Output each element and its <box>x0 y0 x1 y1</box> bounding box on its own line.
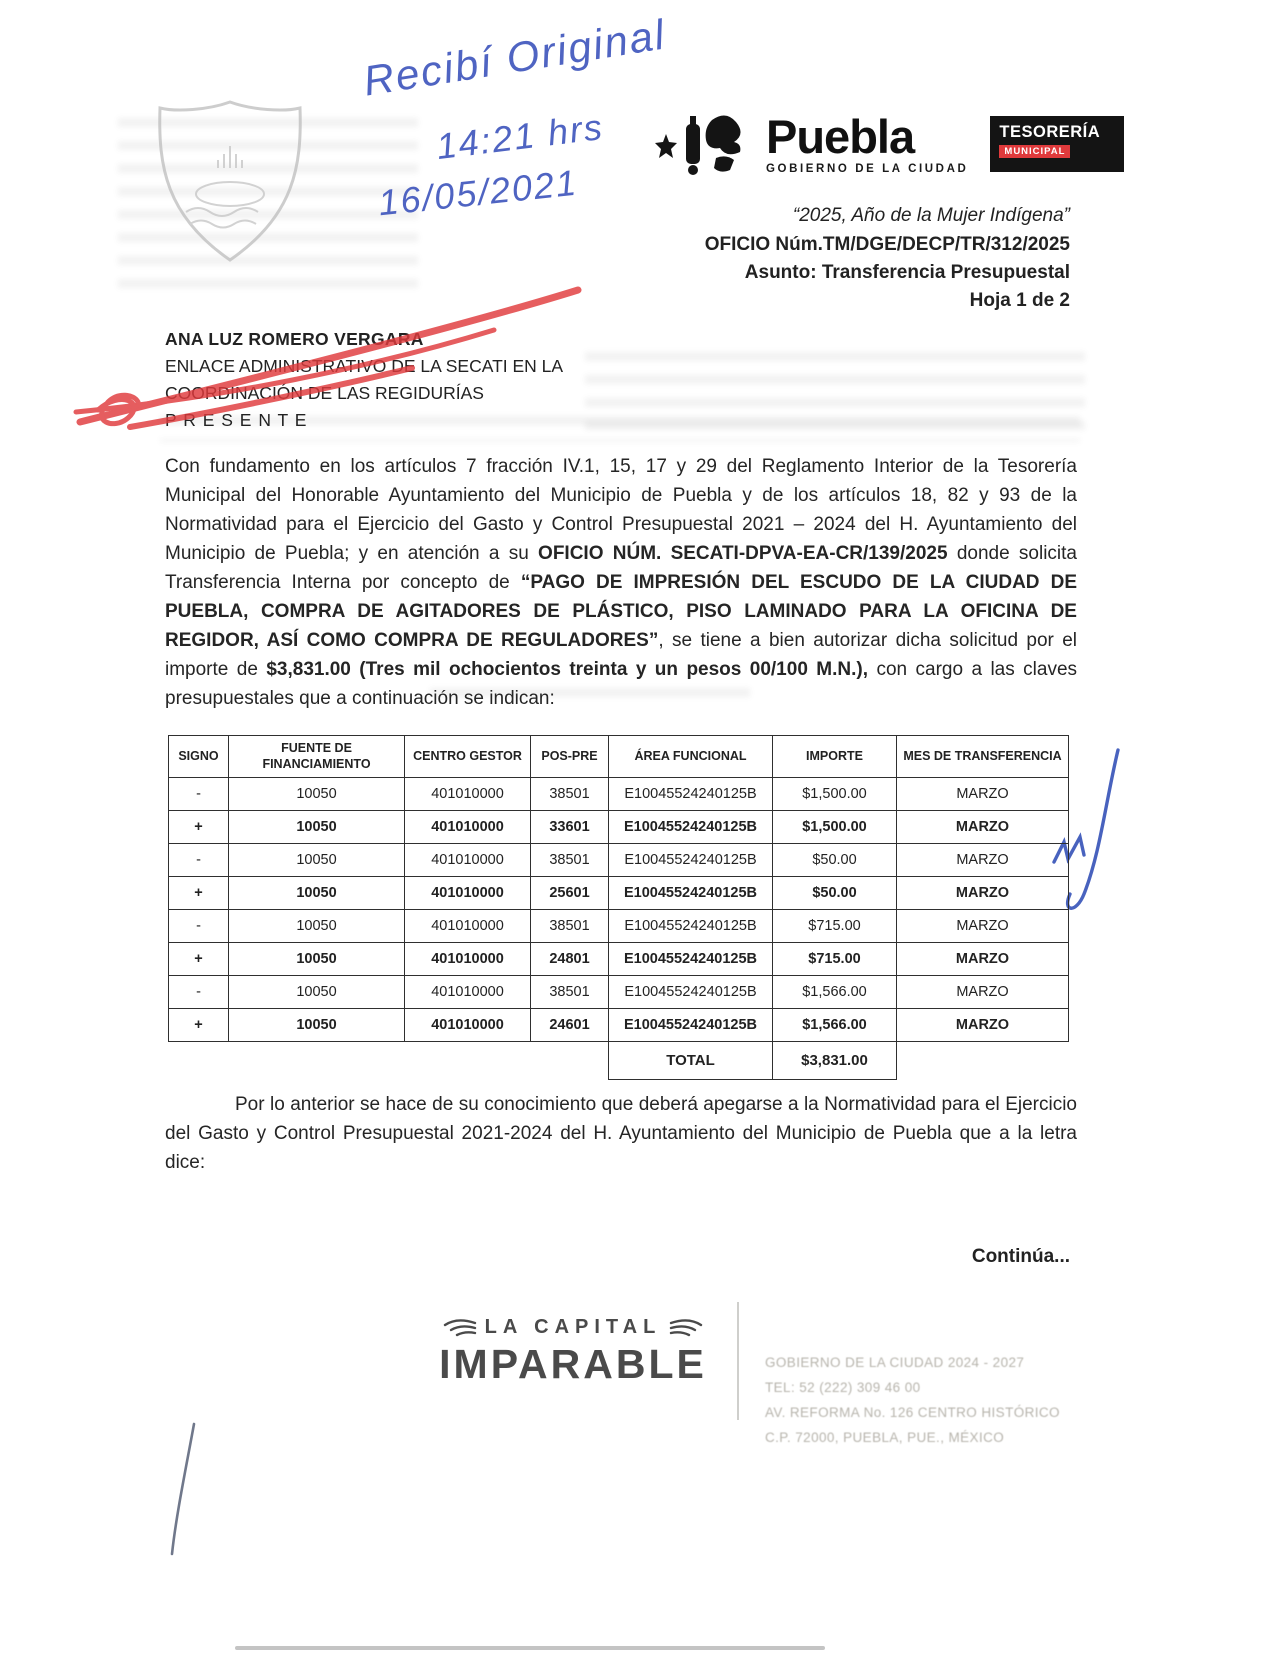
puebla-brand-block <box>652 106 1124 182</box>
cell-fuente: 10050 <box>229 976 405 1009</box>
capital-logo-line2: IMPARABLE <box>439 1341 707 1387</box>
table-row <box>169 811 1069 844</box>
continua-label: Continúa... <box>971 1246 1070 1267</box>
p1-text: con cargo a las claves presupuestales que a continuación se indican: <box>165 659 1078 709</box>
cell-importe: $715.00 <box>773 943 897 976</box>
handwritten-note-line1: Recibí Original <box>360 10 670 105</box>
cell-area: E10045524240125B <box>609 910 773 943</box>
total-row-spacer <box>897 1042 1069 1080</box>
pen-stroke-artifact <box>160 1420 210 1560</box>
footer-address-line: GOBIERNO DE LA CIUDAD 2024 - 2027 <box>765 1355 1025 1370</box>
cell-fuente: 10050 <box>229 910 405 943</box>
municipal-shield-logo <box>146 94 314 266</box>
cell-mes: MARZO <box>897 778 1069 811</box>
table-row <box>169 910 1069 943</box>
cell-importe: $50.00 <box>773 844 897 877</box>
cell-signo: - <box>169 844 229 877</box>
cell-signo: - <box>169 910 229 943</box>
p1-text: donde solicita Transferencia Interna por concepto de <box>165 543 1077 593</box>
cell-mes: MARZO <box>897 877 1069 910</box>
col-header-area-funcional: ÁREA FUNCIONAL <box>609 736 773 778</box>
cell-importe: $715.00 <box>773 910 897 943</box>
tesoreria-badge <box>990 116 1124 172</box>
total-label: TOTAL <box>609 1042 773 1080</box>
body-paragraph-1 <box>165 452 1077 713</box>
cell-mes: MARZO <box>897 910 1069 943</box>
puebla-wordmark-subtitle: GOBIERNO DE LA CIUDAD <box>766 163 969 175</box>
col-header-importe: IMPORTE <box>773 736 897 778</box>
cell-centro: 401010000 <box>405 778 531 811</box>
cell-area: E10045524240125B <box>609 811 773 844</box>
cell-area: E10045524240125B <box>609 778 773 811</box>
cell-signo: - <box>169 778 229 811</box>
cell-mes: MARZO <box>897 976 1069 1009</box>
cell-importe: $1,566.00 <box>773 976 897 1009</box>
cell-pospre: 38501 <box>531 778 609 811</box>
scan-artifact <box>585 352 1085 442</box>
letter-header-block <box>470 205 1070 318</box>
cell-signo: + <box>169 877 229 910</box>
col-header-mes: MES DE TRANSFERENCIA <box>897 736 1069 778</box>
cell-pospre: 38501 <box>531 976 609 1009</box>
addressee-role-line2: COORDINACIÓN DE LAS REGIDURÍAS <box>165 383 484 403</box>
cell-fuente: 10050 <box>229 811 405 844</box>
cell-centro: 401010000 <box>405 877 531 910</box>
table-row <box>169 943 1069 976</box>
cell-fuente: 10050 <box>229 778 405 811</box>
puebla-logo-marks-icon <box>652 106 756 182</box>
cell-importe: $1,500.00 <box>773 778 897 811</box>
page-indicator: Hoja 1 de 2 <box>969 290 1070 311</box>
cell-pospre: 33601 <box>531 811 609 844</box>
tesoreria-badge-title: TESORERÍA <box>999 123 1101 141</box>
year-motto: “2025, Año de la Mujer Indígena” <box>792 205 1070 226</box>
table-row <box>169 844 1069 877</box>
puebla-wordmark: Puebla <box>766 110 915 163</box>
body-paragraph-2: Por lo anterior se hace de su conocimiento que deberá apegarse a la Normatividad para el Ejercicio del Gasto y Control Presupuestal 2021-2024 del H. Ayuntamiento del Municipio de Puebla que a la letra dice: <box>165 1094 1077 1173</box>
cell-centro: 401010000 <box>405 844 531 877</box>
capital-logo-line1: LA CAPITAL <box>484 1316 662 1338</box>
p1-text: Con fundamento en los artículos 7 fracción IV.1, 15, 17 y 29 del Reglamento Interior de la Tesorería Municipal del Honorable Ayuntamiento del Municipio de Puebla y de los artículos 18, 82 y 93 de la Normatividad para el Ejercicio del Gasto y Control Presupuestal 2021 – 2024 del H. Ayuntamiento del Municipio de Puebla; y en atención a su <box>165 456 1077 564</box>
cell-mes: MARZO <box>897 1009 1069 1042</box>
cell-centro: 401010000 <box>405 976 531 1009</box>
total-row-spacer <box>169 1042 609 1080</box>
p1-oficio-ref: OFICIO NÚM. SECATI-DPVA-EA-CR/139/2025 <box>538 543 948 564</box>
addressee-presente: P R E S E N T E <box>165 410 308 430</box>
capital-imparable-logo <box>418 1316 728 1388</box>
p1-amount: $3,831.00 (Tres mil ochocientos treinta y un pesos 00/100 M.N.), <box>266 659 869 680</box>
table-row <box>169 976 1069 1009</box>
cell-fuente: 10050 <box>229 844 405 877</box>
cell-mes: MARZO <box>897 844 1069 877</box>
cell-area: E10045524240125B <box>609 976 773 1009</box>
cell-pospre: 24801 <box>531 943 609 976</box>
table-row <box>169 1009 1069 1042</box>
table-row <box>169 877 1069 910</box>
total-value: $3,831.00 <box>773 1042 897 1080</box>
cell-area: E10045524240125B <box>609 943 773 976</box>
table-header-row <box>169 736 1069 778</box>
addressee-name: ANA LUZ ROMERO VERGARA <box>165 329 424 349</box>
cell-fuente: 10050 <box>229 1009 405 1042</box>
handwritten-note-line3: 16/05/2021 <box>376 161 580 224</box>
cell-signo: + <box>169 811 229 844</box>
cell-fuente: 10050 <box>229 943 405 976</box>
handwritten-note-line2: 14:21 hrs <box>434 105 606 168</box>
table-row <box>169 778 1069 811</box>
budget-transfer-table <box>168 735 1069 1080</box>
addressee-role-line1: ENLACE ADMINISTRATIVO DE LA SECATI EN LA <box>165 356 564 376</box>
p1-concept: “PAGO DE IMPRESIÓN DEL ESCUDO DE LA CIUDAD DE PUEBLA, COMPRA DE AGITADORES DE PLÁSTICO, PISO LAMINADO PARA LA OFICINA DE REGIDOR, ASÍ COMO COMPRA DE REGULADORES” <box>165 572 1078 651</box>
cell-area: E10045524240125B <box>609 877 773 910</box>
addressee-block <box>165 326 563 434</box>
cell-mes: MARZO <box>897 943 1069 976</box>
cell-importe: $1,500.00 <box>773 811 897 844</box>
footer-address-line: TEL: 52 (222) 309 46 00 <box>765 1380 921 1395</box>
tesoreria-badge-subtitle: MUNICIPAL <box>999 145 1070 158</box>
asunto-line: Asunto: Transferencia Presupuestal <box>744 262 1070 283</box>
cell-signo: + <box>169 943 229 976</box>
puebla-wordmark-block <box>766 110 969 175</box>
cell-area: E10045524240125B <box>609 844 773 877</box>
oficio-number: OFICIO Núm.TM/DGE/DECP/TR/312/2025 <box>704 234 1070 255</box>
cell-pospre: 25601 <box>531 877 609 910</box>
cell-area: E10045524240125B <box>609 1009 773 1042</box>
p1-text: , se tiene a bien autorizar dicha solicitud por el importe de <box>165 630 1078 680</box>
cell-signo: + <box>169 1009 229 1042</box>
cell-centro: 401010000 <box>405 943 531 976</box>
cell-pospre: 24601 <box>531 1009 609 1042</box>
cell-importe: $50.00 <box>773 877 897 910</box>
cell-centro: 401010000 <box>405 811 531 844</box>
wing-left-icon <box>443 1317 477 1339</box>
cell-signo: - <box>169 976 229 1009</box>
wing-right-icon <box>669 1317 703 1339</box>
col-header-fuente: FUENTE DE FINANCIAMIENTO <box>229 736 405 778</box>
footer-address-line: AV. REFORMA No. 126 CENTRO HISTÓRICO <box>765 1405 1060 1420</box>
cell-centro: 401010000 <box>405 910 531 943</box>
col-header-pospre: POS-PRE <box>531 736 609 778</box>
cell-centro: 401010000 <box>405 1009 531 1042</box>
footer-address-block <box>765 1350 1060 1450</box>
capital-logo-top <box>418 1316 728 1339</box>
cell-pospre: 38501 <box>531 910 609 943</box>
cell-fuente: 10050 <box>229 877 405 910</box>
cell-pospre: 38501 <box>531 844 609 877</box>
cell-mes: MARZO <box>897 811 1069 844</box>
footer-address-line: C.P. 72000, PUEBLA, PUE., MÉXICO <box>765 1430 1005 1445</box>
cell-importe: $1,566.00 <box>773 1009 897 1042</box>
scan-artifact <box>235 1646 825 1650</box>
table-total-row <box>169 1042 1069 1080</box>
footer-divider <box>737 1302 739 1420</box>
col-header-signo: SIGNO <box>169 736 229 778</box>
col-header-centro-gestor: CENTRO GESTOR <box>405 736 531 778</box>
